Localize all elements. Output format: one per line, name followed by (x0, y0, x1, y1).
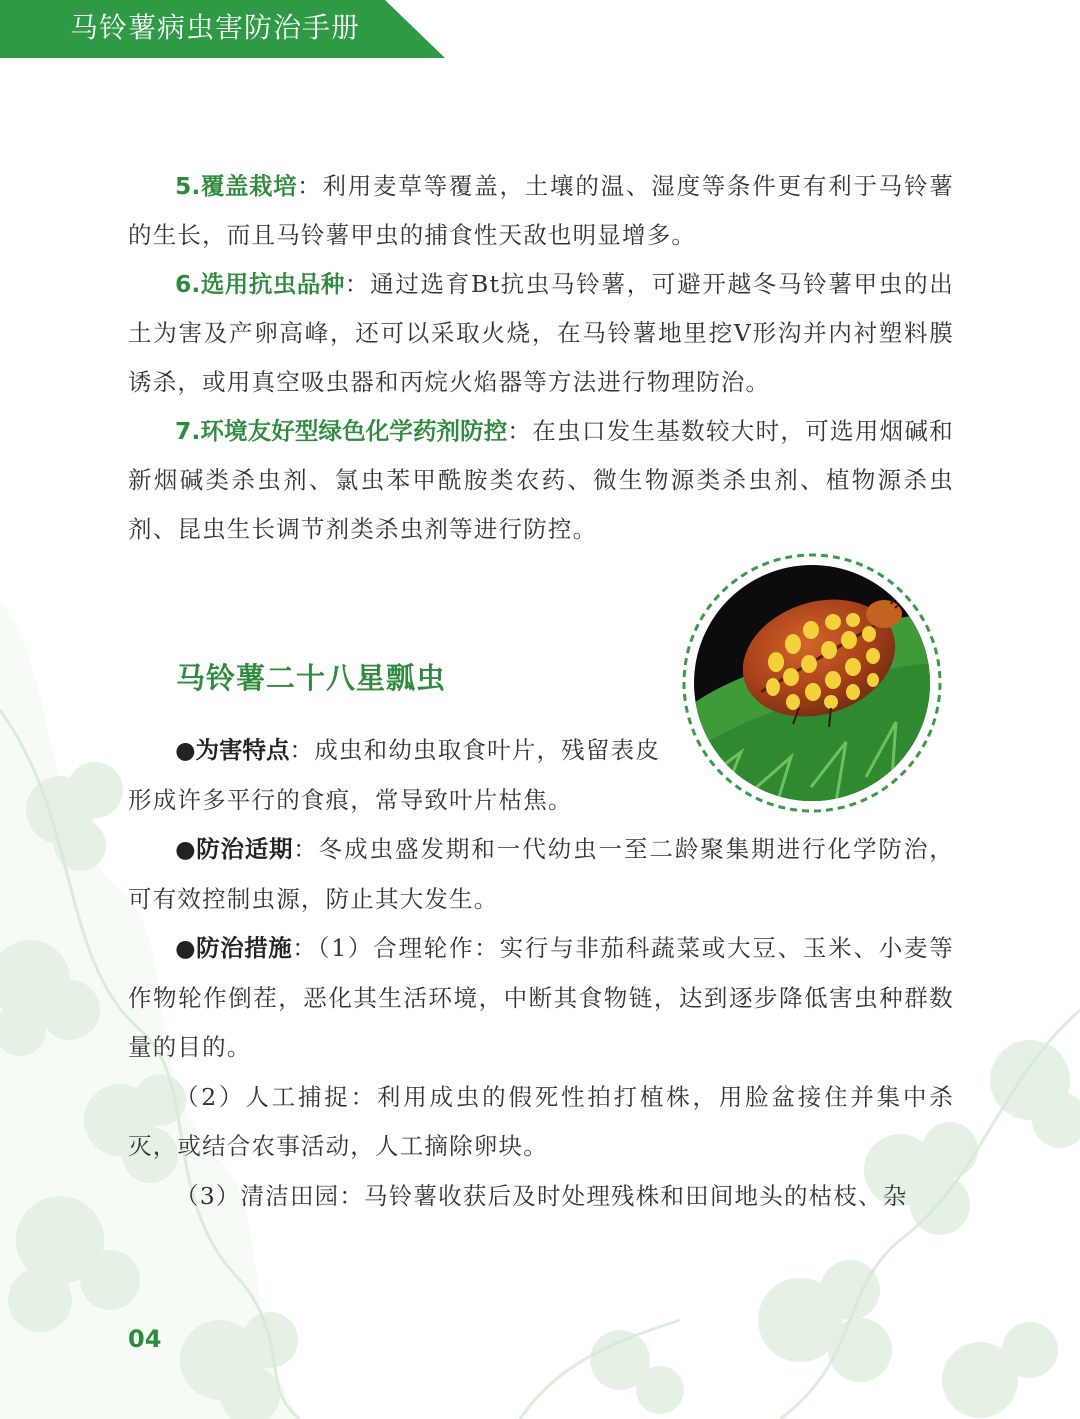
item-5-label: 5.覆盖栽培 (175, 172, 298, 200)
harm-line2 (128, 776, 954, 826)
item-6-text: ：通过选育Bt抗虫马铃薯，可避开越冬马铃薯甲虫的出土为害及产卵高峰，还可以采取火烧，在马铃薯地里挖V形沟并内衬塑料膜诱杀，或用真空吸虫器和丙烷火焰器等方法进行物理防治。 (128, 270, 955, 396)
measures-text: ：（1）合理轮作：实行与非茄科蔬菜或大豆、玉米、小麦等作物轮作倒茬，恶化其生活环境，中断其食物链，达到逐步降低害虫种群数量的目的。 (128, 934, 954, 1061)
harm-line1 (128, 726, 954, 776)
section2-title: 马铃薯二十八星瓢虫 (176, 661, 447, 695)
period-label: ●防治适期 (175, 835, 294, 863)
measures-label: ●防治措施 (175, 934, 293, 962)
header-title: 马铃薯病虫害防治手册 (70, 11, 361, 44)
period (128, 825, 954, 924)
period-text: ：冬成虫盛发期和一代幼虫一至二龄聚集期进行化学防治，可有效控制虫源，防止其大发生。 (128, 835, 954, 913)
measures (128, 924, 954, 1073)
harm-text-1: ：成虫和幼虫取食叶片，残留表皮 (289, 736, 661, 764)
item-6 (128, 260, 954, 407)
measure-2: （2）人工捕捉：利用成虫的假死性拍打植株，用脸盆接住并集中杀灭，或结合农事活动，人工摘除卵块。 (128, 1082, 954, 1160)
item-7-label: 7.环境友好型绿色化学药剂防控 (175, 417, 508, 445)
section2-body (128, 726, 954, 1221)
harm-text-2: 形成许多平行的食痕，常导致叶片枯焦。 (128, 785, 573, 814)
section1-body (128, 162, 954, 554)
measure-3: （3）清洁田园：马铃薯收获后及时处理残株和田间地头的枯枝、杂 (175, 1181, 908, 1210)
harm-label: ●为害特点 (175, 736, 290, 764)
item-5 (128, 162, 954, 260)
item-7 (128, 407, 954, 554)
item-5-text: ：利用麦草等覆盖，土壤的温、湿度等条件更有利于马铃薯的生长，而且马铃薯甲虫的捕食性天敌也明显增多。 (128, 172, 954, 249)
page-number: 04 (128, 1325, 162, 1353)
item-7-text: ：在虫口发生基数较大时，可选用烟碱和新烟碱类杀虫剂、氯虫苯甲酰胺类农药、微生物源类杀虫剂、植物源杀虫剂、昆虫生长调节剂类杀虫剂等进行防控。 (128, 417, 955, 543)
item-6-label: 6.选用抗虫品种 (175, 270, 345, 298)
photo-spacer (664, 726, 954, 766)
